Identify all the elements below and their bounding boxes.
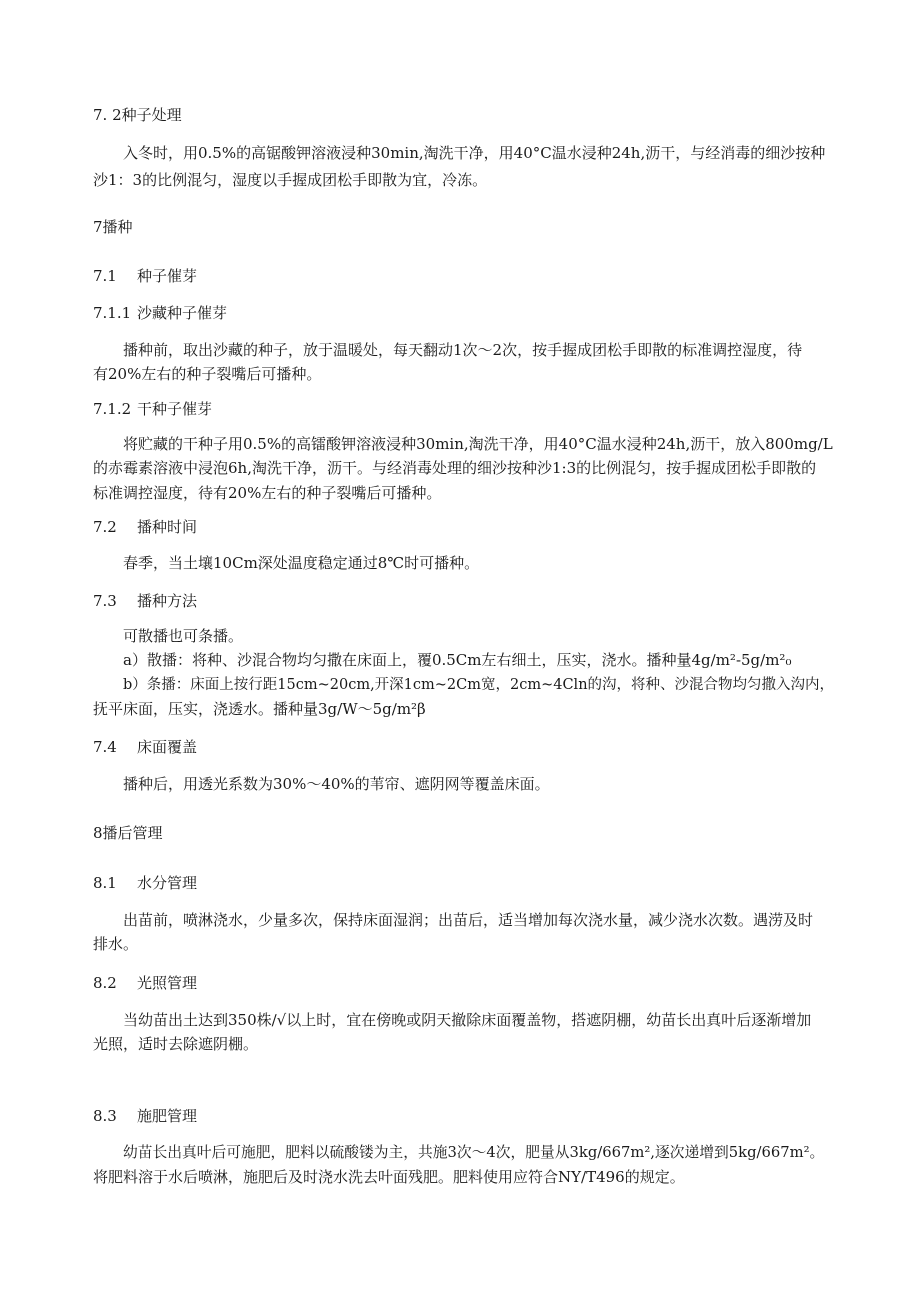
paragraph-line: 当幼苗出土达到350株∕√以上时，宜在傍晚或阴天撤除床面覆盖物，搭遮阴棚，幼苗长出真叶后逐渐增加 xyxy=(123,1011,812,1029)
section-heading-7-1-1 xyxy=(93,303,227,323)
paragraph-line: 排水。 xyxy=(93,935,139,953)
section-number: 7.4 xyxy=(93,738,117,756)
section-number: 8.3 xyxy=(93,1107,117,1125)
section-heading-7-3 xyxy=(93,591,197,611)
section-number: 8.2 xyxy=(93,974,117,992)
paragraph-line: 的赤霉素溶液中浸泡6h,淘洗干净，沥干。与经消毒处理的细沙按种沙1:3的比例混匀，按手握成团松手即散的 xyxy=(93,459,817,477)
section-heading-8-1 xyxy=(93,873,197,893)
section-heading-7-2: 7. 2种子处理 xyxy=(93,106,182,124)
paragraph-line: 抚平床面，压实，浇透水。播种量3g/W～5g∕m²β xyxy=(93,700,426,718)
paragraph-line: 春季，当土壤10Cm深处温度稳定通过8℃时可播种。 xyxy=(123,554,480,572)
section-number: 7.2 xyxy=(93,518,117,536)
section-title: 水分管理 xyxy=(137,874,198,892)
paragraph-line: 幼苗长出真叶后可施肥，肥料以硫酸镂为主，共施3次～4次，肥量从3kg/667m²,逐次递增到5kg/667m²。 xyxy=(123,1144,825,1161)
section-title: 播种时间 xyxy=(137,518,198,536)
paragraph-line: b）条播：床面上按行距15cm~20cm,开深1cm~2Cm宽，2cm~4Cln的沟，将种、沙混合物均匀撒入沟内， xyxy=(123,677,835,693)
paragraph-line: 沙1：3的比例混匀，湿度以手握成团松手即散为宜，冷冻。 xyxy=(93,171,488,189)
paragraph-line: 将贮藏的干种子用0.5%的高镭酸钾溶液浸种30min,淘洗干净，用40°C温水浸种24h,沥干，放入800mg/L xyxy=(123,435,833,453)
section-heading-8-2 xyxy=(93,973,197,993)
section-title: 播种方法 xyxy=(137,592,198,610)
section-heading-8-3 xyxy=(93,1106,197,1126)
paragraph-line: 播种后，用透光系数为30%～40%的苇帘、遮阴网等覆盖床面。 xyxy=(123,775,550,793)
paragraph-line: a）散播：将种、沙混合物均匀撒在床面上，覆0.5Cm左右细土，压实，浇水。播种量4g∕m²-5g∕m²₀ xyxy=(123,651,792,669)
paragraph-line: 播种前，取出沙藏的种子，放于温暖处，每天翻动1次～2次，按手握成团松手即散的标准调控湿度，待 xyxy=(123,341,803,359)
section-number: 7.1.2 xyxy=(93,400,132,418)
chapter-heading-8: 8播后管理 xyxy=(93,824,163,842)
section-title: 光照管理 xyxy=(137,974,198,992)
paragraph-line: 可散播也可条播。 xyxy=(123,627,244,645)
paragraph-line: 有20%左右的种子裂嘴后可播种。 xyxy=(93,365,322,383)
section-number: 7.1.1 xyxy=(93,304,132,322)
section-title: 沙藏种子催芽 xyxy=(137,304,228,322)
section-heading-7-1 xyxy=(93,266,197,286)
paragraph-line: 出苗前，喷淋浇水，少量多次，保持床面湿润；出苗后，适当增加每次浇水量，减少浇水次数。遇涝及时 xyxy=(123,911,814,929)
section-heading-7-2b xyxy=(93,517,197,537)
section-number: 8.1 xyxy=(93,874,117,892)
section-number: 7.3 xyxy=(93,592,117,610)
section-heading-7-1-2 xyxy=(93,399,212,419)
section-title: 干种子催芽 xyxy=(137,400,213,418)
chapter-heading-7: 7播种 xyxy=(93,218,133,236)
section-title: 种子催芽 xyxy=(137,267,198,285)
section-heading-7-4 xyxy=(93,737,197,757)
paragraph-line: 入冬时，用0.5%的高锯酸钾溶液浸种30min,淘洗干净，用40°C温水浸种24h,沥干，与经消毒的细沙按种 xyxy=(123,144,826,162)
section-title: 床面覆盖 xyxy=(137,738,198,756)
section-title: 施肥管理 xyxy=(137,1107,198,1125)
paragraph-line: 将肥料溶于水后喷淋，施肥后及时浇水洗去叶面残肥。肥料使用应符合NY/T496的规定。 xyxy=(93,1168,685,1186)
section-number: 7.1 xyxy=(93,267,117,285)
paragraph-line: 标准调控湿度，待有20%左右的种子裂嘴后可播种。 xyxy=(93,484,442,502)
paragraph-line: 光照，适时去除遮阴棚。 xyxy=(93,1035,259,1053)
